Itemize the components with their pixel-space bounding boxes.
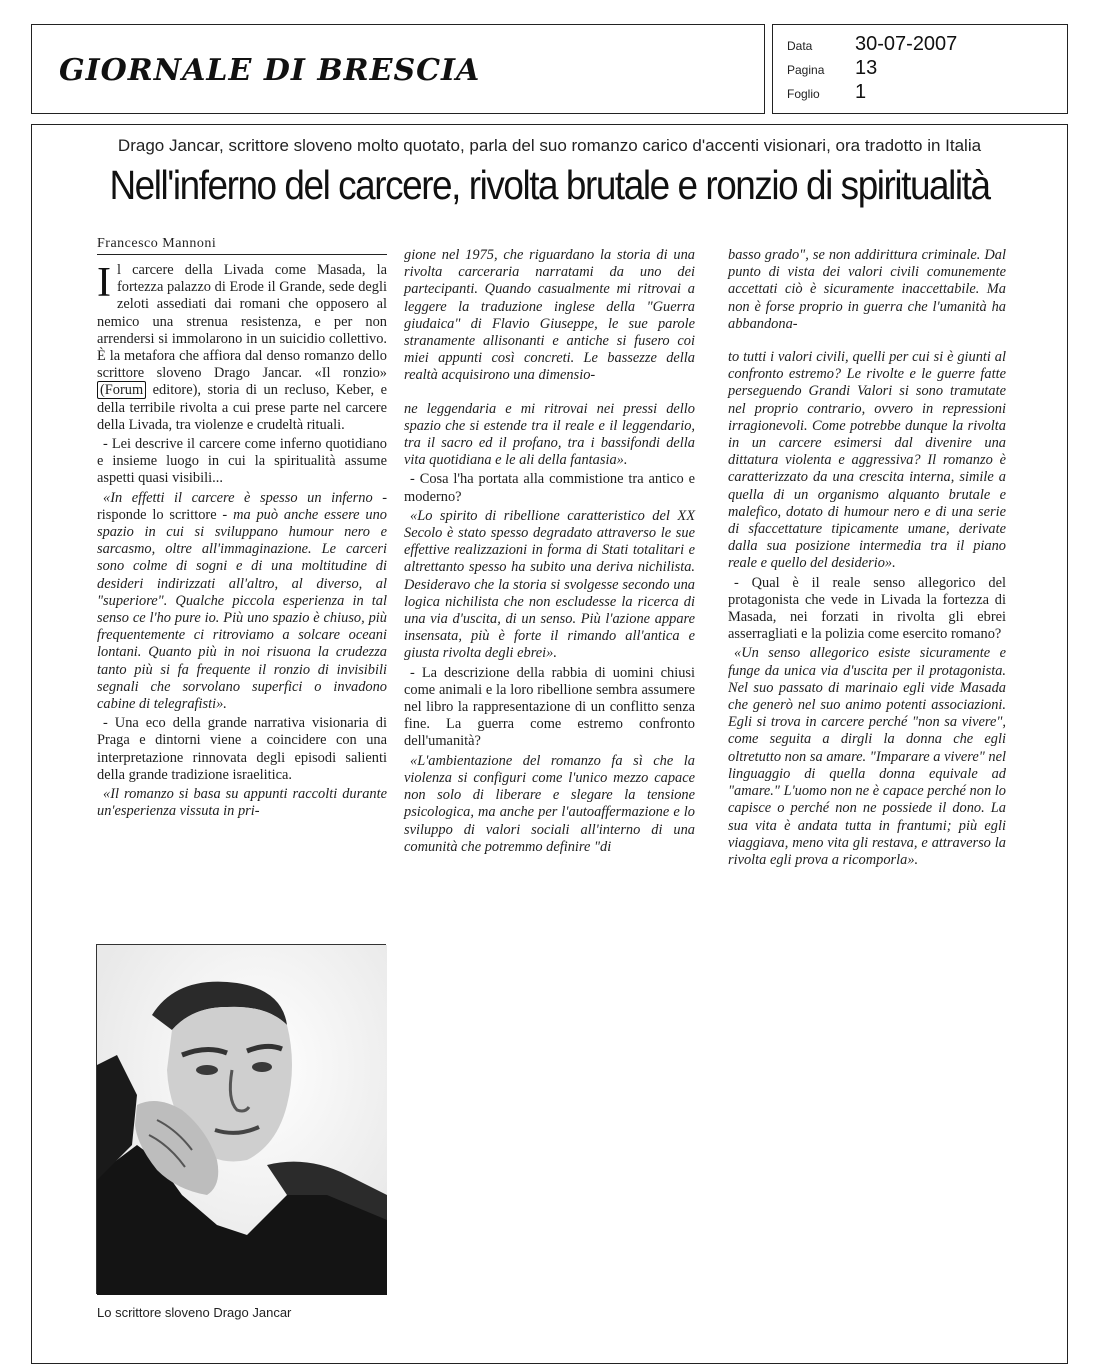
publication-meta-box [772, 24, 1068, 114]
sheet-value: 1 [855, 81, 867, 103]
drop-cap: I [97, 260, 111, 306]
col2-paragraph-6: «L'ambientazione del romanzo fa sì che la violenza si configuri come l'unico mezzo capace non solo di liberare e slegare la tensione psicologica, ma anche per l'autoaffermazione e lo sviluppo di valori sociali all'interno di una comunità che potremmo definire "di [404, 752, 695, 855]
col2-paragraph-3: - Cosa l'ha portata alla commistione tra antico e moderno? [404, 471, 695, 505]
col1-paragraph-3b: - risponde lo scrittore - [97, 489, 388, 523]
col3-paragraph-4: «Un senso allegorico esiste sicuramente e funge da unica via d'uscita per il protagonista. Nel suo passato di marinaio egli vide Masada che generò nel suo animo potenti associazioni. Egli si trova in carcere perché "non sa vivere", come seguita a dirgli la donna che egli oltretutto non sa amare. "Imparare a vivere" nel linguaggio di quella donna equivale ad "amare." L'uomo non ne è capace perché non lo capisce o perché non ne possiede il dono. La sua vita è andata tutta in frantumi; più egli viaggiava, meno vita gli restava, e attraverso la rivolta egli prova a ricomporla». [728, 645, 1006, 868]
col1-paragraph-4: - Una eco della grande narrativa visionaria di Praga e dintorni viene a coincidere con una interpretazione rinnovata degli episodi salienti della grande tradizione israelitica. [97, 715, 387, 783]
page-label: Pagina [787, 63, 825, 77]
col1-paragraph-1a: l carcere della Livada come Masada, la fortezza palazzo di Erode il Grande, sede degli zeloti assediati dai romani che opposero al nemico una strenua resistenza, e per non arrendersi si immolarono in un suicidio collettivo. È la metafora che affiora dal denso romanzo dello scrittore sloveno Drago Jancar. «Il ronzio» [97, 262, 387, 382]
photo-caption: Lo scrittore sloveno Drago Jancar [97, 1305, 292, 1320]
page-value: 13 [855, 57, 878, 79]
col1-paragraph-2: - Lei descrive il carcere come inferno quotidiano e insieme luogo in cui la spiritualità assume aspetti quasi visibili... [97, 436, 387, 487]
article-column-2 [404, 247, 695, 927]
article-headline: Nell'inferno del carcere, rivolta brutale e ronzio di spiritualità [109, 162, 990, 208]
col2-paragraph-4: «Lo spirito di ribellione caratteristico del XX Secolo è stato spesso degradato attraverso le sue effettive realizzazioni in forma di Stati totalitari e altrettanto spesso ha subito una deriva nichilista. Desideravo che la storia si svolgesse secondo una logica nichilista che non escludesse la ricerca di una via d'uscita, di un senso. Più l'azione appare insensata, più è forte il rimando all'antica e giusta rivolta degli ebrei». [404, 507, 695, 662]
col2-paragraph-1: gione nel 1975, che riguardano la storia di una rivolta carceraria narratami da uno dei partecipanti. Quando casualmente mi ritrovai a leggere la traduzione inglese della "Guerra giudaica" di Flavio Giuseppe, le sue parole stranamente allisonanti e antiche si fusero coi miei appunti così concreti. Le bassezze della realtà acquisirono una dimensio- [404, 247, 695, 384]
col1-paragraph-1b: editore), storia di un recluso, Keber, e della terribile rivolta a cui prese parte nel carcere della Livada, tra violenze e crudeltà rituali. [97, 382, 387, 433]
article-column-3 [728, 247, 1006, 868]
publisher-highlight: (Forum [97, 381, 146, 399]
col3-paragraph-2: to tutti i valori civili, quelli per cui si è giunti al confronto estremo? Le rivolte e le guerre fatte perseguendo Grandi Valori si sono tramutate nel proprio contrario, ovvero in repressioni irragionevoli. Come potrebbe dunque la rivolta in un carcere esimersi dal divenire una dittatura violenta e aggressiva? Il romanzo è caratterizzato da una crescita interna, simile a quella di un organismo alquanto brutale e malefico, dotato di humour nero e di una serie di sfaccettature tipicamente umane, derivate dalla sua posizione intermedia tra il piano reale e quello del desiderio». [728, 349, 1006, 572]
newspaper-masthead: GIORNALE DI BRESCIA [59, 53, 481, 88]
article-column-1 [97, 262, 387, 818]
date-value: 30-07-2007 [855, 33, 958, 55]
col3-paragraph-3: - Qual è il reale senso allegorico del protagonista che vede in Livada la fortezza di Masada, nei forzati in rivolta gli ebrei asserragliati e la polizia come esercito romano? [728, 574, 1006, 643]
col1-paragraph-3c: ma può anche essere uno spazio in cui si sviluppano humour nero e sarcasmo, oltre all'immaginazione. Le carceri sono colme di sogni e di una moltitudine di desideri indirizzati all'altro, al diverso, al "superiore". Qualche piccola esperienza in tal senso ce l'ho pure io. Più uno spazio è chiuso, più frequentemente ci ritroviamo a solcare oceani lontani. Quanto più in noi risuona la crudezza tanto più si fa frequente il ronzio di invisibili segnali che sorvolano superfici o invadono cabine di telegrafisti». [97, 506, 387, 713]
col2-paragraph-5: - La descrizione della rabbia di uomini chiusi come animali e la loro ribellione sembra assumere nel libro la rappresentazione di un conflitto senza fine. La guerra come estremo confronto dell'umanità? [404, 664, 695, 750]
byline-rule [97, 254, 387, 255]
col1-paragraph-5: «Il romanzo si basa su appunti raccolti durante un'esperienza vissuta in pri- [97, 786, 387, 820]
article-byline: Francesco Mannoni [97, 236, 217, 251]
author-photo [96, 944, 386, 1294]
sheet-label: Foglio [787, 87, 820, 101]
col2-paragraph-2: ne leggendaria e mi ritrovai nei pressi dello spazio che si estende tra il reale e il leggendario, tra il sacro ed il profano, tra i bassifondi della vita quotidiana e le ali della fantasia». [404, 400, 695, 469]
col3-paragraph-1: basso grado", se non addirittura criminale. Dal punto di vista dei valori civili comunemente accettati ciò è sicuramente inaccettabile. Ma non è forse proprio in guerra che l'umanità ha abbandona- [728, 247, 1006, 332]
author-portrait-image [97, 945, 387, 1295]
article-kicker: Drago Jancar, scrittore sloveno molto quotato, parla del suo romanzo carico d'accenti visionari, ora tradotto in Italia [117, 136, 982, 155]
date-label: Data [787, 39, 813, 53]
col1-paragraph-3a: «In effetti il carcere è spesso un inferno [103, 489, 373, 506]
masthead-box [31, 24, 765, 114]
